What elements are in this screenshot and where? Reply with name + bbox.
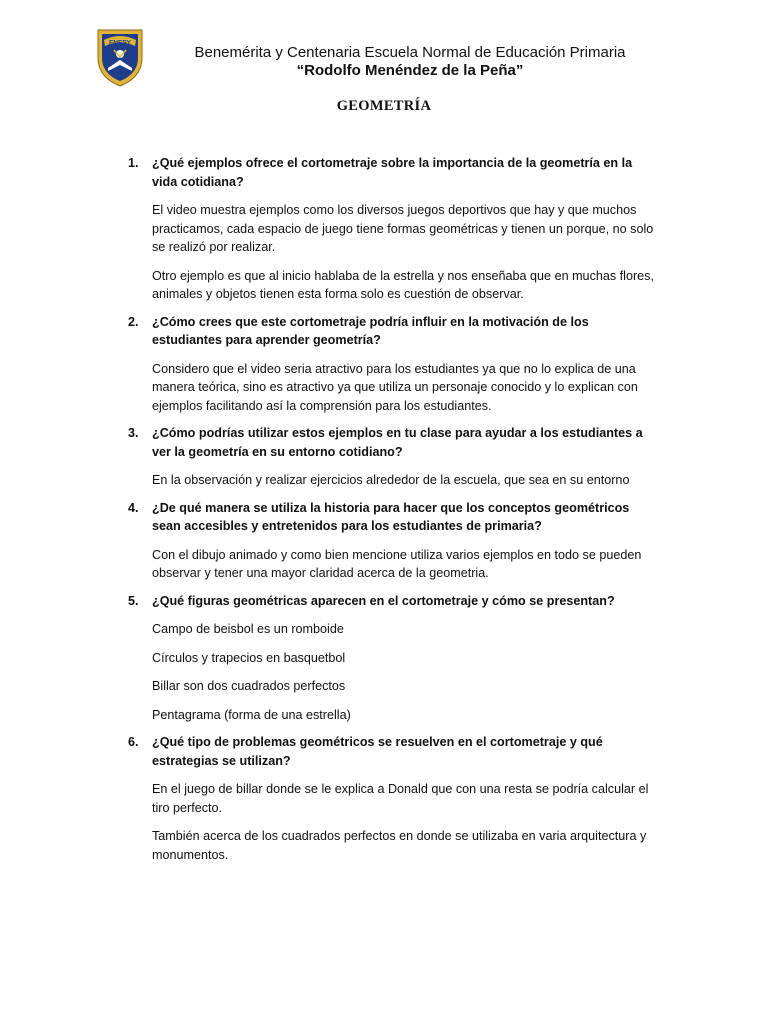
question-number: 1. [128, 156, 139, 170]
answer-paragraph: Considero que el video seria atractivo para los estudiantes ya que no lo explica de una manera teórica, sino es atractivo ya que utiliza un personaje conocido y lo explican con ejemplos facilitando así la comprensión para los estudiantes. [152, 361, 638, 413]
answer-paragraph: Billar son dos cuadrados perfectos [152, 679, 346, 693]
answer-paragraph: En la observación y realizar ejercicios alrededor de la escuela, que sea en su entorno [152, 473, 630, 487]
question [116, 424, 656, 461]
question-number: 6. [128, 735, 139, 749]
answer-paragraph: Otro ejemplo es que al inicio hablaba de la estrella y nos enseñaba que en muchas flores, animales y objetos tienen esta forma solo es cuestión de observar. [152, 268, 654, 301]
question-item [116, 499, 656, 583]
question-number: 5. [128, 593, 139, 608]
question-text: ¿Cómo podrías utilizar estos ejemplos en tu clase para ayudar a los estudiantes a ver la geometría en su entorno cotidiano? [152, 426, 643, 459]
question-text: ¿Qué figuras geométricas aparecen en el cortometraje y cómo se presentan? [152, 593, 615, 608]
question-item [116, 733, 656, 864]
svg-text:ENEPY: ENEPY [108, 39, 132, 47]
question-item [116, 154, 656, 304]
question-text: ¿Qué ejemplos ofrece el cortometraje sobre la importancia de la geometría en la vida cotidiana? [152, 156, 633, 189]
question-item [116, 592, 656, 725]
answer-paragraph: Pentagrama (forma de una estrella) [152, 707, 351, 722]
question-text: ¿De qué manera se utiliza la historia para hacer que los conceptos geométricos sean accesibles y entretenidos para los estudiantes de primaria? [152, 500, 630, 533]
school-logo [94, 24, 146, 88]
answer-paragraph: Con el dibujo animado y como bien mencione utiliza varios ejemplos en todo se pueden observar y tener una mayor claridad acerca de la geometria. [152, 547, 642, 580]
answer-paragraph: Campo de beisbol es un romboide [152, 622, 344, 636]
institution-subname: “Rodolfo Menéndez de la Peña” [296, 62, 524, 79]
answer-paragraph: También acerca de los cuadrados perfectos en donde se utilizaba en varia arquitectura y monumentos. [152, 829, 647, 862]
question-number: 3. [128, 426, 139, 440]
question [116, 592, 656, 611]
answer-paragraph: En el juego de billar donde se le explica a Donald que con una resta se podría calcular el tiro perfecto. [152, 782, 649, 815]
question [116, 313, 656, 350]
answer-paragraph: Círculos y trapecios en basquetbol [152, 650, 346, 665]
page-header [150, 44, 670, 80]
school-crest-icon [94, 24, 146, 88]
question-list [116, 154, 656, 873]
question [116, 499, 656, 536]
question-item [116, 424, 656, 490]
institution-name: Benemérita y Centenaria Escuela Normal de Educación Primaria [194, 44, 626, 61]
question-number: 4. [128, 500, 139, 515]
question-item [116, 313, 656, 416]
question [116, 154, 656, 191]
question [116, 733, 656, 770]
question-text: ¿Cómo crees que este cortometraje podría influir en la motivación de los estudiantes para aprender geometría? [152, 314, 589, 347]
answer-paragraph: El video muestra ejemplos como los diversos juegos deportivos que hay y que muchos practicamos, cada espacio de juego tiene formas geométricas y tienen un porque, no solo se realizó por realizar. [152, 203, 654, 254]
document-title: GEOMETRÍA [336, 98, 432, 114]
question-number: 2. [128, 314, 139, 329]
question-text: ¿Qué tipo de problemas geométricos se resuelven en el cortometraje y qué estrategias se utilizan? [152, 735, 603, 768]
